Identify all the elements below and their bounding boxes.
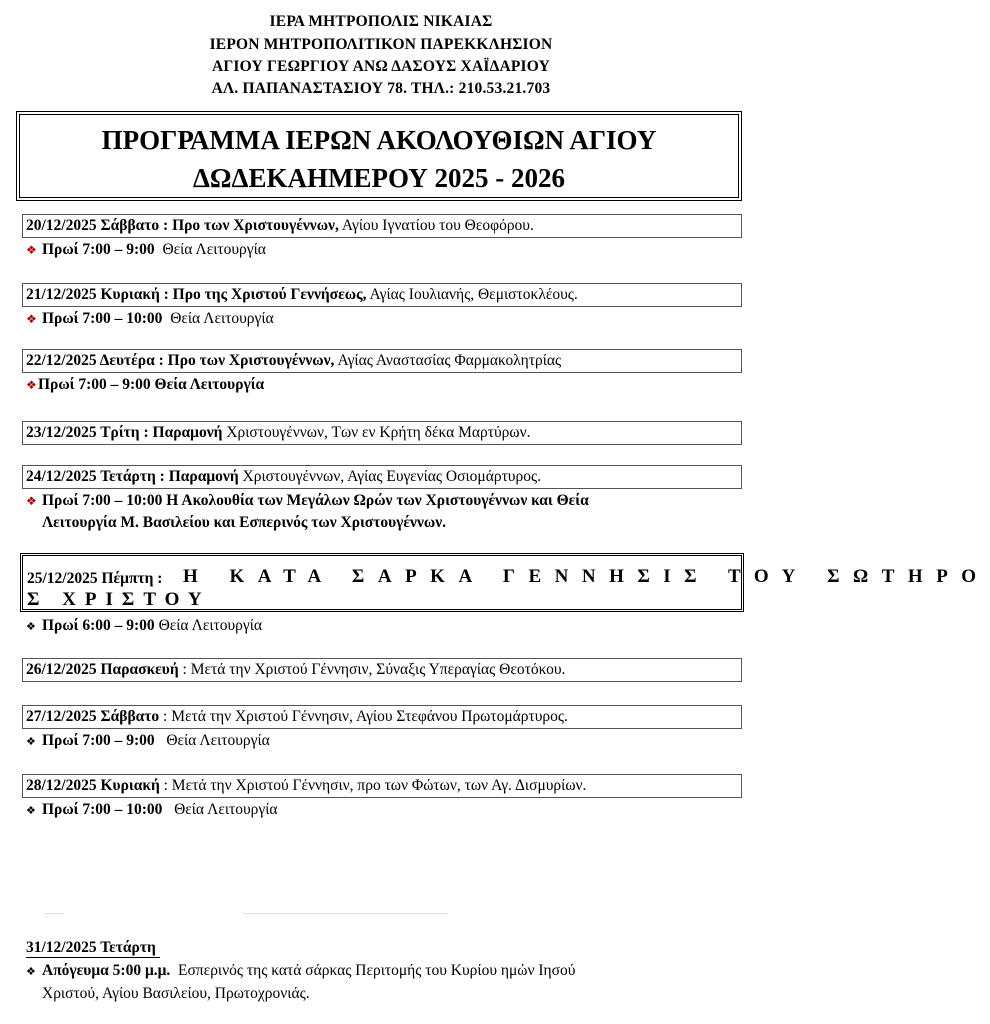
diamond-bullet-icon: ❖	[26, 621, 36, 633]
day-date: 28/12/2025 Κυριακή	[26, 777, 160, 794]
day-date: 27/12/2025 Σάββατο	[26, 708, 160, 725]
day-rest: : Μετά την Χριστού Γέννησιν, Αγίου Στεφάνου Πρωτομάρτυρος.	[159, 708, 568, 725]
service-24-12-line-1	[26, 492, 589, 510]
service-21-12	[26, 310, 274, 328]
diamond-bullet-icon: ❖	[26, 378, 37, 392]
title-box	[16, 111, 742, 201]
christmas-feast-line-2: Σ ΧΡΙΣΤΟΥ	[27, 589, 211, 610]
diamond-bullet-icon: ❖	[26, 312, 37, 326]
service-28-12	[26, 801, 278, 819]
day-box-20-12	[22, 214, 742, 238]
day-box-22-12	[22, 349, 742, 373]
diamond-bullet-icon: ❖	[26, 243, 37, 257]
christmas-box	[20, 553, 990, 612]
service-24-12-line-2: Λειτουργία Μ. Βασιλείου και Εσπερινός των Χριστουγέννων.	[42, 514, 447, 531]
day-feast: Προ της Χριστού Γεννήσεως,	[172, 286, 367, 303]
day-box-24-12	[22, 465, 742, 489]
christmas-date: 25/12/2025 Πέμπτη :	[27, 570, 163, 587]
service-text: Θεία Λειτουργία	[174, 801, 278, 818]
header-line-1: ΙΕΡΑ ΜΗΤΡΟΠΟΛΙΣ ΝΙΚΑΙΑΣ	[269, 13, 493, 30]
day-box-26-12	[22, 658, 742, 682]
diamond-bullet-icon: ❖	[26, 736, 36, 748]
day-rest: : Μετά την Χριστού Γέννησιν, προ των Φώτων, των Αγ. Δισμυρίων.	[159, 777, 587, 794]
service-line-1: Πρωί 7:00 – 10:00 Η Ακολουθία των Μεγάλων Ωρών των Χριστουγέννων και Θεία	[42, 492, 589, 509]
christmas-feast-line-1: Η ΚΑΤΑ ΣΑΡΚΑ ΓΕΝΝΗΣΙΣ ΤΟΥ ΣΩΤΗΡΟ	[183, 566, 990, 587]
service-line: Πρωί 7:00 – 9:00 Θεία Λειτουργία	[38, 376, 265, 393]
last-date: 31/12/2025 Τετάρτη	[26, 939, 160, 958]
day-saints: Αγίας Αναστασίας Φαρμακολητρίας	[334, 352, 562, 369]
service-time: Πρωί 6:00 – 9:00	[42, 617, 155, 634]
day-box-23-12	[22, 421, 742, 445]
service-time: Πρωί 7:00 – 10:00	[42, 801, 163, 818]
service-text: Θεία Λειτουργία	[166, 732, 270, 749]
service-25-12	[26, 617, 262, 635]
day-feast: Παραμονή	[152, 424, 223, 441]
service-20-12	[26, 241, 266, 259]
diamond-bullet-icon: ❖	[26, 805, 36, 817]
title-line-1: ΠΡΟΓΡΑΜΜΑ ΙΕΡΩΝ ΑΚΟΛΟΥΘΙΩΝ ΑΓΙΟΥ	[101, 125, 657, 155]
title-line-2: ΔΩΔΕΚΑΗΜΕΡΟΥ 2025 - 2026	[192, 163, 565, 193]
service-text-1: Εσπερινός της κατά σάρκας Περιτομής του Κυρίου ημών Ιησού	[178, 962, 576, 979]
day-date: 22/12/2025 Δευτέρα :	[26, 352, 164, 369]
faint-line	[44, 913, 64, 914]
day-saints: Χριστουγέννων, Αγίας Ευγενίας Οσιομάρτυρος.	[238, 468, 541, 485]
service-27-12	[26, 732, 270, 750]
faint-line	[243, 913, 448, 914]
service-time: Πρωί 7:00 – 9:00	[42, 732, 155, 749]
header-line-2: ΙΕΡΟΝ ΜΗΤΡΟΠΟΛΙΤΙΚΟΝ ΠΑΡΕΚΚΛΗΣΙΟΝ	[209, 36, 553, 53]
diamond-bullet-icon: ❖	[26, 494, 37, 508]
service-text: Θεία Λειτουργία	[158, 617, 263, 634]
day-date: 21/12/2025 Κυριακή :	[26, 286, 169, 303]
day-box-28-12	[22, 774, 742, 798]
diamond-bullet-icon: ❖	[26, 966, 36, 978]
day-saints: Αγίας Ιουλιανής, Θεμιστοκλέους.	[366, 286, 578, 303]
service-text: Θεία Λειτουργία	[170, 310, 274, 327]
day-rest: : Μετά την Χριστού Γέννησιν, Σύναξις Υπεραγίας Θεοτόκου.	[178, 661, 566, 678]
service-22-12	[26, 376, 264, 394]
service-31-12-line-2: Χριστού, Αγίου Βασιλείου, Πρωτοχρονιάς.	[42, 985, 310, 1002]
service-text: Θεία Λειτουργία	[162, 241, 266, 258]
service-time: Πρωί 7:00 – 10:00	[42, 310, 163, 327]
header-line-3: ΑΓΙΟΥ ΓΕΩΡΓΙΟΥ ΑΝΩ ΔΑΣΟΥΣ ΧΑΪΔΑΡΙΟΥ	[211, 58, 551, 75]
day-saints: Χριστουγέννων, Των εν Κρήτη δέκα Μαρτύρων.	[222, 424, 531, 441]
day-date: 23/12/2025 Τρίτη :	[26, 424, 149, 441]
day-saints: Αγίου Ιγνατίου του Θεοφόρου.	[338, 217, 534, 234]
day-date: 24/12/2025 Τετάρτη :	[26, 468, 165, 485]
day-box-27-12	[22, 705, 742, 729]
day-date: 20/12/2025 Σάββατο :	[26, 217, 169, 234]
day-box-21-12	[22, 283, 742, 307]
day-feast: Παραμονή	[168, 468, 239, 485]
day-date: 26/12/2025 Παρασκευή	[26, 661, 179, 678]
service-31-12-line-1	[26, 962, 575, 980]
day-feast: Προ των Χριστουγέννων,	[167, 352, 335, 369]
service-time: Πρωί 7:00 – 9:00	[42, 241, 155, 258]
header-line-4: ΑΛ. ΠΑΠΑΝΑΣΤΑΣΙΟΥ 78. ΤΗΛ.: 210.53.21.703	[211, 80, 551, 97]
service-time: Απόγευμα 5:00 μ.μ.	[42, 962, 171, 979]
day-feast: Προ των Χριστουγέννων,	[172, 217, 339, 234]
